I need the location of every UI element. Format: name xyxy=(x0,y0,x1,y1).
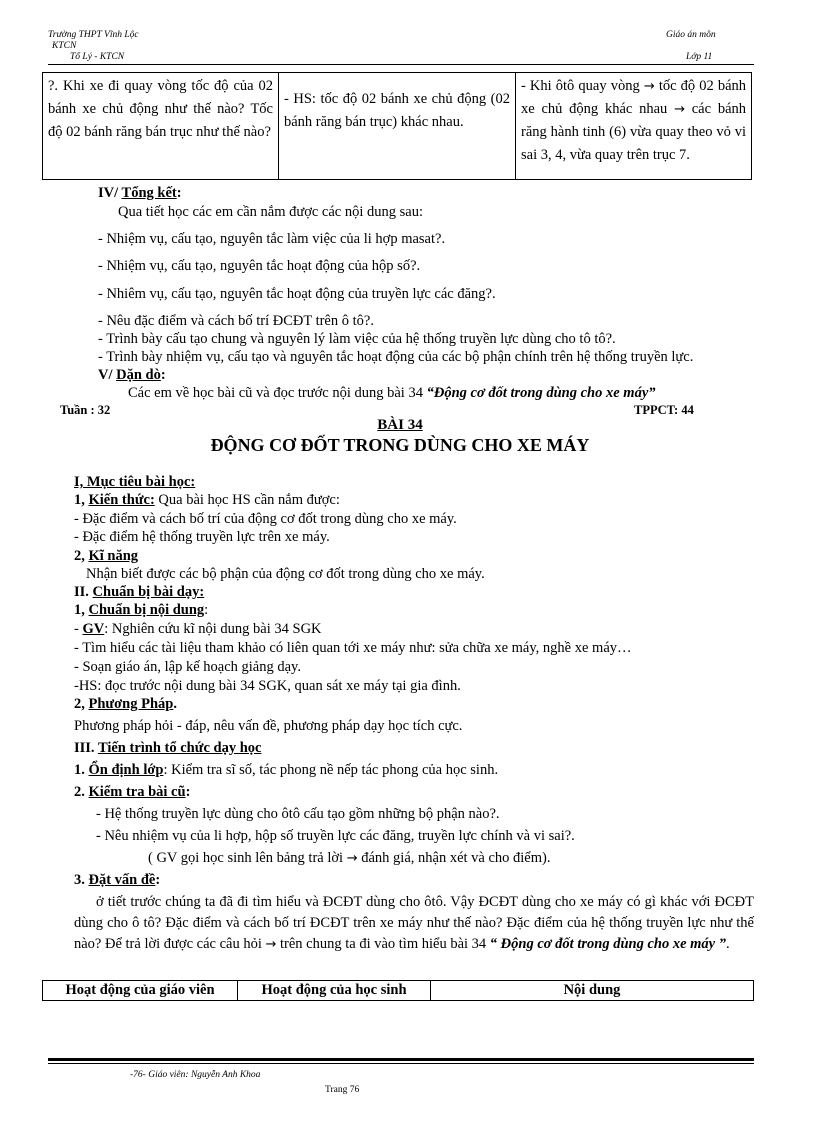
arrow-right-icon: → xyxy=(674,102,685,117)
knowledge-item: - Đặc điểm hệ thống truyền lực trên xe máy. xyxy=(74,529,330,545)
summary-item: - Nêu đặc điểm và cách bố trí ĐCĐT trên ô tô?. xyxy=(98,313,374,329)
arrow-right-icon: → xyxy=(346,851,358,866)
header-group: Tổ Lý - KTCN xyxy=(70,52,125,62)
footer-rule-thick xyxy=(48,1058,754,1061)
teacher-cell: ?. Khi xe đi quay vòng tốc độ của 02 bánh xe chủ động như thế nào? Tốc độ 02 bánh răng bán trục như thế nào? xyxy=(43,73,279,180)
prep-item: - Soạn giáo án, lập kế hoạch giảng dạy. xyxy=(74,659,301,675)
content-cell xyxy=(516,73,752,180)
content-prep-heading: 1, Chuẩn bị nội dung: xyxy=(74,602,209,618)
method-text: Phương pháp hỏi - đáp, nêu vấn đề, phương pháp dạy học tích cực. xyxy=(74,718,463,734)
student-cell: - HS: tốc độ 02 bánh xe chủ động (02 bánh răng bán trục) khác nhau. xyxy=(279,73,516,180)
homework-heading: V/ Dặn dò: xyxy=(98,367,166,383)
summary-intro: Qua tiết học các em cần nắm được các nội dung sau: xyxy=(118,204,424,220)
knowledge-item: - Đặc điểm và cách bố trí của động cơ đốt trong dùng cho xe máy. xyxy=(74,511,457,527)
lesson-number: BÀI 34 xyxy=(377,417,423,433)
method-heading: 2, Phương Pháp. xyxy=(74,696,177,712)
col-content: Nội dung xyxy=(431,981,754,1001)
step2-item: - Nêu nhiệm vụ của li hợp, hộp số truyền lực các đăng, truyền lực chính và vi sai?. xyxy=(96,828,575,844)
arrow-right-icon: → xyxy=(643,79,655,94)
process-heading: III. Tiến trình tổ chức dạy học xyxy=(74,740,262,756)
step1-line: 1. Ổn định lớp: Kiểm tra sĩ số, tác phong nề nếp tác phong của học sinh. xyxy=(74,762,499,778)
week-label: Tuần : 32 xyxy=(60,403,111,417)
header-grade: Lớp 11 xyxy=(686,52,713,62)
prep-item: -HS: đọc trước nội dung bài 34 SGK, quan sát xe máy tại gia đình. xyxy=(74,678,461,694)
homework-text: Các em về học bài cũ và đọc trước nội dung bài 34 “Động cơ đốt trong dùng cho xe máy” xyxy=(128,385,656,401)
summary-item: - Nhiệm vụ, cấu tạo, nguyên tắc hoạt động của hộp số?. xyxy=(98,258,421,274)
col-teacher: Hoạt động của giáo viên xyxy=(43,981,238,1001)
prep-item: - Tìm hiểu các tài liệu tham khảo có liên quan tới xe máy như: sửa chữa xe máy, nghề xe máy… xyxy=(74,640,632,656)
step3-heading: 3. Đặt vấn đề: xyxy=(74,872,161,888)
ppct-label: TPPCT: 44 xyxy=(634,403,694,417)
summary-item: - Nhiệm vụ, cấu tạo, nguyên tắc làm việc của li hợp masat?. xyxy=(98,231,446,247)
activity-table-header xyxy=(42,980,754,1001)
content-part-c: các bánh răng hành tinh (6) vừa quay theo vỏ vi sai 3, 4, vừa quay trên trục 7. xyxy=(521,101,747,163)
col-student: Hoạt động của học sinh xyxy=(238,981,431,1001)
step2-note: ( GV gọi học sinh lên bảng trả lời → đánh giá, nhận xét và cho điểm). xyxy=(148,850,551,866)
header-school: Trường THPT Vĩnh Lộc xyxy=(48,30,139,40)
step2-heading: 2. Kiểm tra bài cũ: xyxy=(74,784,191,800)
summary-item: - Nhiêm vụ, cấu tạo, nguyên tắc hoạt động của truyền lực các đăng?. xyxy=(98,286,496,302)
knowledge-line: 1, Kiến thức: Qua bài học HS cần nắm được: xyxy=(74,492,340,508)
header-dept: KTCN xyxy=(52,41,77,51)
content-part-b: tốc độ 02 bánh xe chủ động khác nhau xyxy=(521,78,747,117)
content-part-a: - Khi ôtô quay vòng xyxy=(521,78,640,94)
footer-rule-thin xyxy=(48,1063,754,1064)
objectives-heading: I, Mục tiêu bài học: xyxy=(74,474,196,490)
step2-item: - Hệ thống truyền lực dùng cho ôtô cấu tạo gồm những bộ phận nào?. xyxy=(96,806,500,822)
footer-page: Trang 76 xyxy=(325,1085,360,1095)
skills-heading: 2, Kĩ năng xyxy=(74,548,139,564)
summary-item: - Trình bày cấu tạo chung và nguyên lý làm việc của hệ thống truyền lực dùng cho tô tô?. xyxy=(98,331,616,347)
arrow-right-icon: → xyxy=(265,937,277,952)
header-rule xyxy=(48,64,754,65)
summary-heading: IV/ Tổng kết: xyxy=(98,185,182,201)
summary-item: - Trình bày nhiệm vụ, cấu tạo và nguyên tắc hoạt động của các bộ phận chính trên hệ thống truyền lực. xyxy=(98,349,694,365)
header-subject: Giáo án môn xyxy=(666,30,716,40)
activity-table-continued xyxy=(42,72,752,180)
gv-line: - GV: Nghiên cứu kĩ nội dung bài 34 SGK xyxy=(74,621,322,637)
footer-teacher: -76- Giáo viên: Nguyễn Anh Khoa xyxy=(130,1070,261,1080)
skills-text: Nhận biết được các bộ phận của động cơ đốt trong dùng cho xe máy. xyxy=(86,566,485,582)
lesson-title: ĐỘNG CƠ ĐỐT TRONG DÙNG CHO XE MÁY xyxy=(210,435,590,455)
step3-paragraph: ở tiết trước chúng ta đã đi tìm hiểu và ĐCĐT dùng cho ôtô. Vậy ĐCĐT dùng cho xe máy có gì khác với ĐCĐT dùng cho ô tô? Đặc điểm và cách bố trí ĐCĐT trên xe máy như thế nào? Đặc điểm của hệ thống truyền lực như thế nào? Để trả lời được các câu hỏi → trên chung ta đi vào tìm hiểu bài 34 “ Động cơ đốt trong dùng cho xe máy ”. xyxy=(74,894,754,952)
prep-heading: II. Chuẩn bị bài dạy: xyxy=(74,584,205,600)
